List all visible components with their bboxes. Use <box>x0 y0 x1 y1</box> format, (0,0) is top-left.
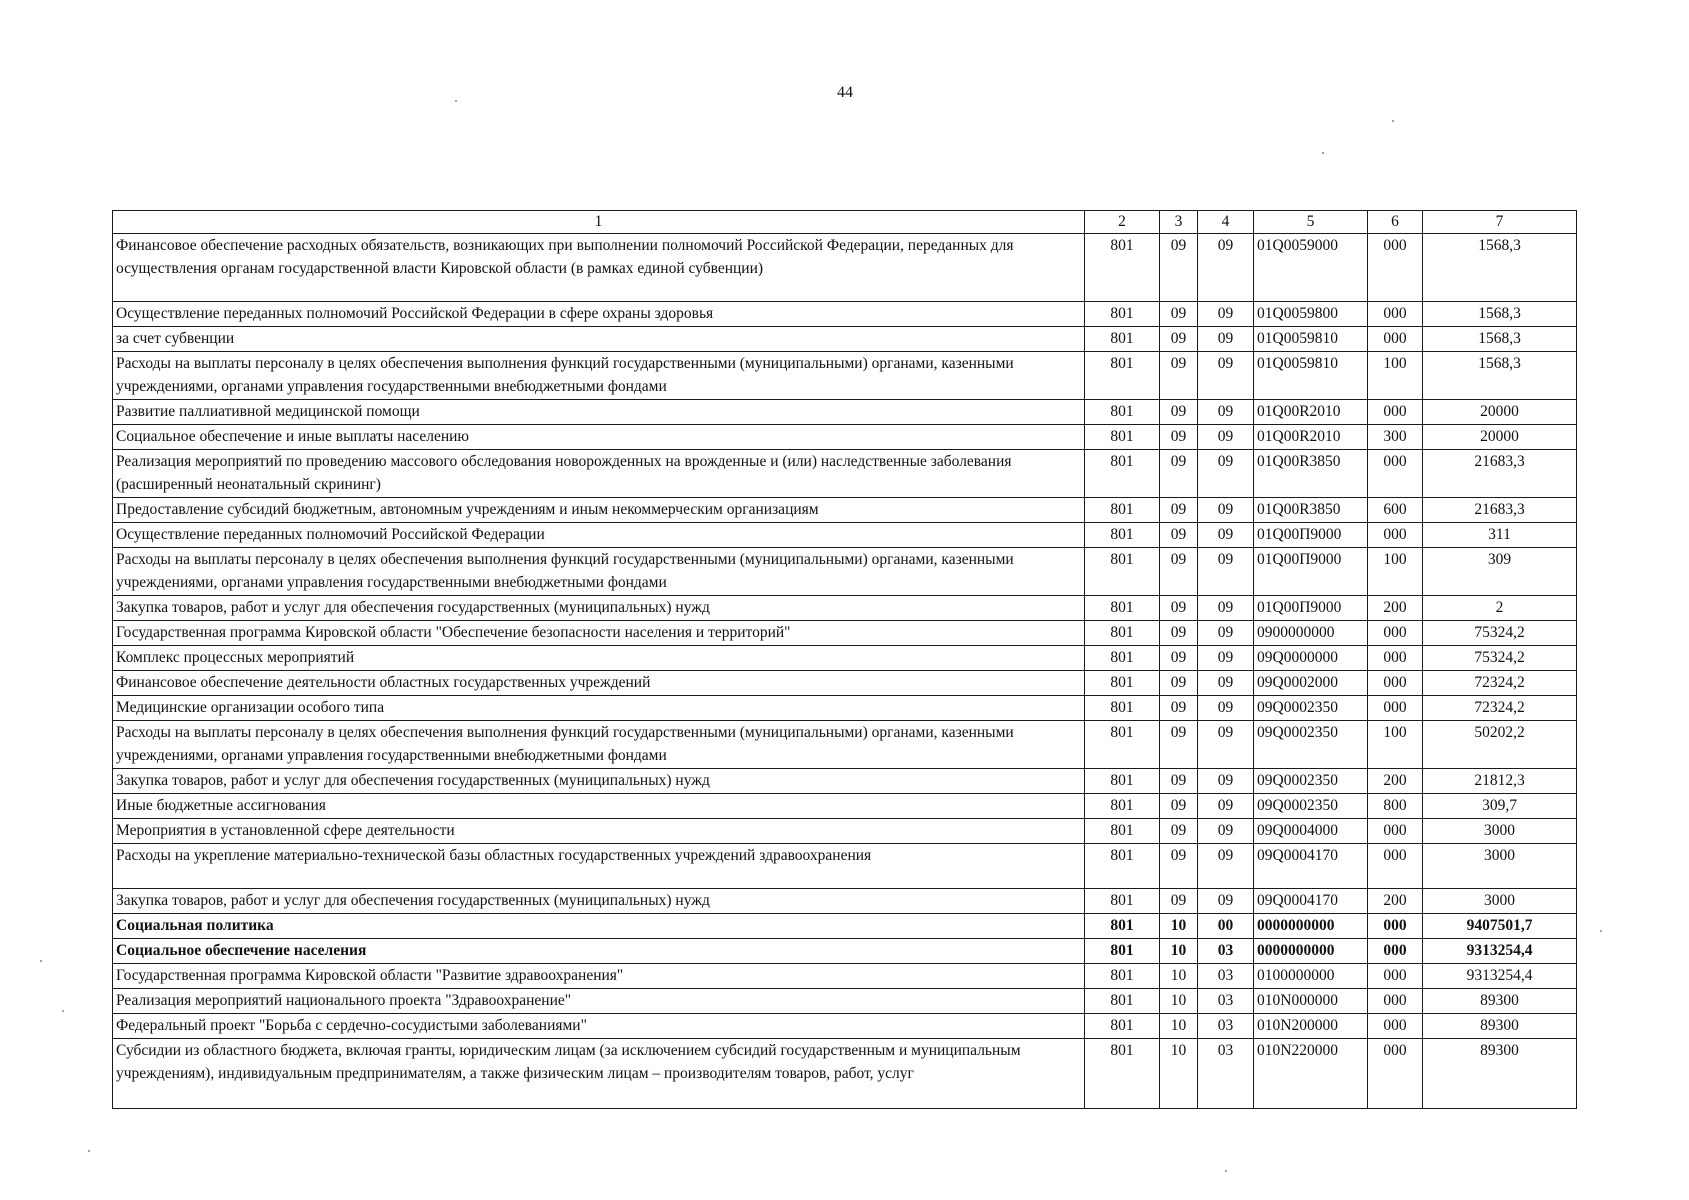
ved-code-cell: 801 <box>1085 1014 1160 1039</box>
section-code-cell: 09 <box>1160 352 1198 400</box>
subsection-code-cell: 03 <box>1198 989 1254 1014</box>
subsection-code-cell: 09 <box>1198 889 1254 914</box>
scan-speck <box>62 1010 64 1012</box>
target-article-cell: 0000000000 <box>1254 939 1368 964</box>
subsection-code-cell: 09 <box>1198 596 1254 621</box>
amount-cell: 9313254,4 <box>1423 964 1577 989</box>
expense-type-cell: 600 <box>1368 498 1423 523</box>
subsection-code-cell: 09 <box>1198 523 1254 548</box>
section-code-cell: 09 <box>1160 548 1198 596</box>
section-code-cell: 09 <box>1160 671 1198 696</box>
subsection-code-cell: 09 <box>1198 844 1254 889</box>
expense-type-cell: 100 <box>1368 721 1423 769</box>
section-code-cell: 09 <box>1160 889 1198 914</box>
table-row <box>113 596 1577 621</box>
target-article-cell: 01Q0059000 <box>1254 234 1368 302</box>
amount-cell: 309 <box>1423 548 1577 596</box>
row-name-cell: Субсидии из областного бюджета, включая гранты, юридическим лицам (за исключением субсидий государственным и муниципальным учреждениям), индивидуальным предпринимателям, а также физическим лицам – производителям товаров, работ, услуг <box>113 1039 1085 1109</box>
target-article-cell: 010N000000 <box>1254 989 1368 1014</box>
table-row <box>113 327 1577 352</box>
expense-type-cell: 200 <box>1368 596 1423 621</box>
target-article-cell: 01Q00R3850 <box>1254 450 1368 498</box>
ved-code-cell: 801 <box>1085 794 1160 819</box>
amount-cell: 20000 <box>1423 400 1577 425</box>
section-code-cell: 10 <box>1160 914 1198 939</box>
section-code-cell: 09 <box>1160 498 1198 523</box>
budget-table <box>112 210 1577 1109</box>
target-article-cell: 01Q0059800 <box>1254 302 1368 327</box>
row-name-cell: Расходы на выплаты персоналу в целях обеспечения выполнения функций государственными (муниципальными) органами, казенными учреждениями, органами управления государственными внебюджетными фондами <box>113 548 1085 596</box>
target-article-cell: 01Q0059810 <box>1254 352 1368 400</box>
subsection-code-cell: 00 <box>1198 914 1254 939</box>
target-article-cell: 0100000000 <box>1254 964 1368 989</box>
subsection-code-cell: 09 <box>1198 548 1254 596</box>
row-name-cell: за счет субвенции <box>113 327 1085 352</box>
expense-type-cell: 000 <box>1368 234 1423 302</box>
subsection-code-cell: 09 <box>1198 234 1254 302</box>
ved-code-cell: 801 <box>1085 696 1160 721</box>
row-name-cell: Расходы на выплаты персоналу в целях обеспечения выполнения функций государственными (муниципальными) органами, казенными учреждениями, органами управления государственными внебюджетными фондами <box>113 721 1085 769</box>
expense-type-cell: 000 <box>1368 327 1423 352</box>
section-code-cell: 09 <box>1160 450 1198 498</box>
ved-code-cell: 801 <box>1085 819 1160 844</box>
expense-type-cell: 000 <box>1368 400 1423 425</box>
expense-type-cell: 000 <box>1368 621 1423 646</box>
scan-speck <box>1392 120 1394 122</box>
table-row <box>113 621 1577 646</box>
subsection-code-cell: 03 <box>1198 939 1254 964</box>
amount-cell: 1568,3 <box>1423 352 1577 400</box>
subsection-code-cell: 09 <box>1198 352 1254 400</box>
target-article-cell: 09Q0004170 <box>1254 844 1368 889</box>
section-code-cell: 09 <box>1160 794 1198 819</box>
target-article-cell: 09Q0002350 <box>1254 769 1368 794</box>
row-name-cell: Осуществление переданных полномочий Российской Федерации в сфере охраны здоровья <box>113 302 1085 327</box>
section-code-cell: 09 <box>1160 819 1198 844</box>
row-name-cell: Реализация мероприятий по проведению массового обследования новорожденных на врожденные и (или) наследственные заболевания (расширенный неонатальный скрининг) <box>113 450 1085 498</box>
header-cell: 4 <box>1198 211 1254 234</box>
row-name-cell: Федеральный проект "Борьба с сердечно-сосудистыми заболеваниями" <box>113 1014 1085 1039</box>
ved-code-cell: 801 <box>1085 596 1160 621</box>
scan-speck <box>1322 152 1324 154</box>
row-name-cell: Реализация мероприятий национального проекта "Здравоохранение" <box>113 989 1085 1014</box>
section-code-cell: 09 <box>1160 425 1198 450</box>
target-article-cell: 09Q0004170 <box>1254 889 1368 914</box>
row-name-cell: Закупка товаров, работ и услуг для обеспечения государственных (муниципальных) нужд <box>113 769 1085 794</box>
target-article-cell: 01Q00R2010 <box>1254 400 1368 425</box>
amount-cell: 72324,2 <box>1423 696 1577 721</box>
row-name-cell: Государственная программа Кировской области "Развитие здравоохранения" <box>113 964 1085 989</box>
table-row <box>113 964 1577 989</box>
amount-cell: 20000 <box>1423 425 1577 450</box>
row-name-cell: Социальное обеспечение и иные выплаты населению <box>113 425 1085 450</box>
section-code-cell: 10 <box>1160 964 1198 989</box>
table-row <box>113 989 1577 1014</box>
subsection-code-cell: 09 <box>1198 621 1254 646</box>
section-code-cell: 10 <box>1160 1039 1198 1109</box>
table-row <box>113 671 1577 696</box>
amount-cell: 89300 <box>1423 1039 1577 1109</box>
table-row <box>113 1014 1577 1039</box>
expense-type-cell: 000 <box>1368 450 1423 498</box>
row-name-cell: Осуществление переданных полномочий Российской Федерации <box>113 523 1085 548</box>
table-row <box>113 1039 1577 1109</box>
header-cell: 5 <box>1254 211 1368 234</box>
page-number: 44 <box>837 84 853 101</box>
header-cell: 7 <box>1423 211 1577 234</box>
subsection-code-cell: 09 <box>1198 450 1254 498</box>
subsection-code-cell: 09 <box>1198 400 1254 425</box>
amount-cell: 311 <box>1423 523 1577 548</box>
target-article-cell: 01Q00П9000 <box>1254 548 1368 596</box>
section-code-cell: 09 <box>1160 400 1198 425</box>
ved-code-cell: 801 <box>1085 769 1160 794</box>
section-code-cell: 10 <box>1160 1014 1198 1039</box>
target-article-cell: 09Q0004000 <box>1254 819 1368 844</box>
table-row <box>113 302 1577 327</box>
ved-code-cell: 801 <box>1085 327 1160 352</box>
amount-cell: 9407501,7 <box>1423 914 1577 939</box>
header-cell: 3 <box>1160 211 1198 234</box>
ved-code-cell: 801 <box>1085 234 1160 302</box>
section-code-cell: 09 <box>1160 327 1198 352</box>
expense-type-cell: 000 <box>1368 646 1423 671</box>
ved-code-cell: 801 <box>1085 621 1160 646</box>
expense-type-cell: 300 <box>1368 425 1423 450</box>
subsection-code-cell: 09 <box>1198 425 1254 450</box>
ved-code-cell: 801 <box>1085 548 1160 596</box>
amount-cell: 2 <box>1423 596 1577 621</box>
table-row <box>113 425 1577 450</box>
target-article-cell: 09Q0002000 <box>1254 671 1368 696</box>
row-name-cell: Социальное обеспечение населения <box>113 939 1085 964</box>
amount-cell: 9313254,4 <box>1423 939 1577 964</box>
row-name-cell: Развитие паллиативной медицинской помощи <box>113 400 1085 425</box>
subsection-code-cell: 09 <box>1198 794 1254 819</box>
target-article-cell: 0000000000 <box>1254 914 1368 939</box>
ved-code-cell: 801 <box>1085 646 1160 671</box>
section-code-cell: 09 <box>1160 621 1198 646</box>
amount-cell: 75324,2 <box>1423 621 1577 646</box>
target-article-cell: 01Q0059810 <box>1254 327 1368 352</box>
amount-cell: 75324,2 <box>1423 646 1577 671</box>
scan-speck <box>1225 1170 1227 1172</box>
section-code-cell: 10 <box>1160 989 1198 1014</box>
table-row <box>113 234 1577 302</box>
expense-type-cell: 000 <box>1368 819 1423 844</box>
expense-type-cell: 100 <box>1368 352 1423 400</box>
amount-cell: 1568,3 <box>1423 234 1577 302</box>
row-name-cell: Иные бюджетные ассигнования <box>113 794 1085 819</box>
target-article-cell: 01Q00R3850 <box>1254 498 1368 523</box>
amount-cell: 3000 <box>1423 844 1577 889</box>
row-name-cell: Комплекс процессных мероприятий <box>113 646 1085 671</box>
ved-code-cell: 801 <box>1085 425 1160 450</box>
subsection-code-cell: 09 <box>1198 302 1254 327</box>
amount-cell: 3000 <box>1423 889 1577 914</box>
expense-type-cell: 000 <box>1368 1039 1423 1109</box>
expense-type-cell: 800 <box>1368 794 1423 819</box>
ved-code-cell: 801 <box>1085 844 1160 889</box>
amount-cell: 72324,2 <box>1423 671 1577 696</box>
subsection-code-cell: 09 <box>1198 498 1254 523</box>
ved-code-cell: 801 <box>1085 523 1160 548</box>
row-name-cell: Государственная программа Кировской области "Обеспечение безопасности населения и территорий" <box>113 621 1085 646</box>
row-name-cell: Финансовое обеспечение расходных обязательств, возникающих при выполнении полномочий Российской Федерации, переданных для осуществления органам государственной власти Кировской области (в рамках единой субвенции) <box>113 234 1085 302</box>
subsection-code-cell: 09 <box>1198 327 1254 352</box>
ved-code-cell: 801 <box>1085 914 1160 939</box>
ved-code-cell: 801 <box>1085 302 1160 327</box>
section-code-cell: 09 <box>1160 302 1198 327</box>
amount-cell: 21812,3 <box>1423 769 1577 794</box>
table-row <box>113 400 1577 425</box>
row-name-cell: Закупка товаров, работ и услуг для обеспечения государственных (муниципальных) нужд <box>113 889 1085 914</box>
header-row <box>113 211 1577 234</box>
header-cell: 6 <box>1368 211 1423 234</box>
row-name-cell: Расходы на укрепление материально-технической базы областных государственных учреждений здравоохранения <box>113 844 1085 889</box>
amount-cell: 89300 <box>1423 989 1577 1014</box>
table-row <box>113 769 1577 794</box>
section-code-cell: 09 <box>1160 523 1198 548</box>
ved-code-cell: 801 <box>1085 989 1160 1014</box>
target-article-cell: 09Q0002350 <box>1254 721 1368 769</box>
target-article-cell: 01Q00R2010 <box>1254 425 1368 450</box>
section-code-cell: 09 <box>1160 646 1198 671</box>
subsection-code-cell: 09 <box>1198 671 1254 696</box>
table-row <box>113 819 1577 844</box>
target-article-cell: 01Q00П9000 <box>1254 523 1368 548</box>
expense-type-cell: 000 <box>1368 964 1423 989</box>
table-row <box>113 889 1577 914</box>
table-row <box>113 844 1577 889</box>
row-name-cell: Расходы на выплаты персоналу в целях обеспечения выполнения функций государственными (муниципальными) органами, казенными учреждениями, органами управления государственными внебюджетными фондами <box>113 352 1085 400</box>
table-row <box>113 914 1577 939</box>
table-row <box>113 450 1577 498</box>
ved-code-cell: 801 <box>1085 1039 1160 1109</box>
table-row <box>113 721 1577 769</box>
ved-code-cell: 801 <box>1085 964 1160 989</box>
expense-type-cell: 100 <box>1368 548 1423 596</box>
ved-code-cell: 801 <box>1085 671 1160 696</box>
amount-cell: 21683,3 <box>1423 498 1577 523</box>
section-code-cell: 09 <box>1160 234 1198 302</box>
scan-speck <box>88 1150 90 1152</box>
row-name-cell: Финансовое обеспечение деятельности областных государственных учреждений <box>113 671 1085 696</box>
ved-code-cell: 801 <box>1085 721 1160 769</box>
amount-cell: 1568,3 <box>1423 327 1577 352</box>
header-cell: 1 <box>113 211 1085 234</box>
scan-speck <box>40 960 42 962</box>
section-code-cell: 09 <box>1160 769 1198 794</box>
amount-cell: 21683,3 <box>1423 450 1577 498</box>
section-code-cell: 09 <box>1160 596 1198 621</box>
table-row <box>113 548 1577 596</box>
row-name-cell: Предоставление субсидий бюджетным, автономным учреждениям и иным некоммерческим организациям <box>113 498 1085 523</box>
table-row <box>113 352 1577 400</box>
target-article-cell: 09Q0000000 <box>1254 646 1368 671</box>
table-row <box>113 939 1577 964</box>
subsection-code-cell: 03 <box>1198 1039 1254 1109</box>
section-code-cell: 09 <box>1160 696 1198 721</box>
row-name-cell: Медицинские организации особого типа <box>113 696 1085 721</box>
subsection-code-cell: 09 <box>1198 769 1254 794</box>
target-article-cell: 010N220000 <box>1254 1039 1368 1109</box>
target-article-cell: 01Q00П9000 <box>1254 596 1368 621</box>
ved-code-cell: 801 <box>1085 352 1160 400</box>
table-row <box>113 794 1577 819</box>
ved-code-cell: 801 <box>1085 400 1160 425</box>
ved-code-cell: 801 <box>1085 939 1160 964</box>
expense-type-cell: 200 <box>1368 769 1423 794</box>
amount-cell: 309,7 <box>1423 794 1577 819</box>
target-article-cell: 09Q0002350 <box>1254 696 1368 721</box>
subsection-code-cell: 09 <box>1198 696 1254 721</box>
subsection-code-cell: 09 <box>1198 721 1254 769</box>
subsection-code-cell: 03 <box>1198 1014 1254 1039</box>
row-name-cell: Мероприятия в установленной сфере деятельности <box>113 819 1085 844</box>
expense-type-cell: 200 <box>1368 889 1423 914</box>
amount-cell: 1568,3 <box>1423 302 1577 327</box>
expense-type-cell: 000 <box>1368 989 1423 1014</box>
row-name-cell: Социальная политика <box>113 914 1085 939</box>
subsection-code-cell: 09 <box>1198 646 1254 671</box>
table-row <box>113 646 1577 671</box>
target-article-cell: 09Q0002350 <box>1254 794 1368 819</box>
section-code-cell: 09 <box>1160 844 1198 889</box>
subsection-code-cell: 09 <box>1198 819 1254 844</box>
table-row <box>113 523 1577 548</box>
target-article-cell: 0900000000 <box>1254 621 1368 646</box>
section-code-cell: 09 <box>1160 721 1198 769</box>
scan-speck <box>455 100 457 102</box>
expense-type-cell: 000 <box>1368 671 1423 696</box>
expense-type-cell: 000 <box>1368 844 1423 889</box>
row-name-cell: Закупка товаров, работ и услуг для обеспечения государственных (муниципальных) нужд <box>113 596 1085 621</box>
expense-type-cell: 000 <box>1368 302 1423 327</box>
amount-cell: 50202,2 <box>1423 721 1577 769</box>
amount-cell: 3000 <box>1423 819 1577 844</box>
scan-speck <box>1600 930 1602 932</box>
amount-cell: 89300 <box>1423 1014 1577 1039</box>
ved-code-cell: 801 <box>1085 889 1160 914</box>
expense-type-cell: 000 <box>1368 1014 1423 1039</box>
expense-type-cell: 000 <box>1368 523 1423 548</box>
subsection-code-cell: 03 <box>1198 964 1254 989</box>
ved-code-cell: 801 <box>1085 498 1160 523</box>
table-row <box>113 498 1577 523</box>
table-row <box>113 696 1577 721</box>
ved-code-cell: 801 <box>1085 450 1160 498</box>
expense-type-cell: 000 <box>1368 696 1423 721</box>
target-article-cell: 010N200000 <box>1254 1014 1368 1039</box>
section-code-cell: 10 <box>1160 939 1198 964</box>
table-body <box>113 234 1577 1109</box>
expense-type-cell: 000 <box>1368 939 1423 964</box>
expense-type-cell: 000 <box>1368 914 1423 939</box>
header-cell: 2 <box>1085 211 1160 234</box>
